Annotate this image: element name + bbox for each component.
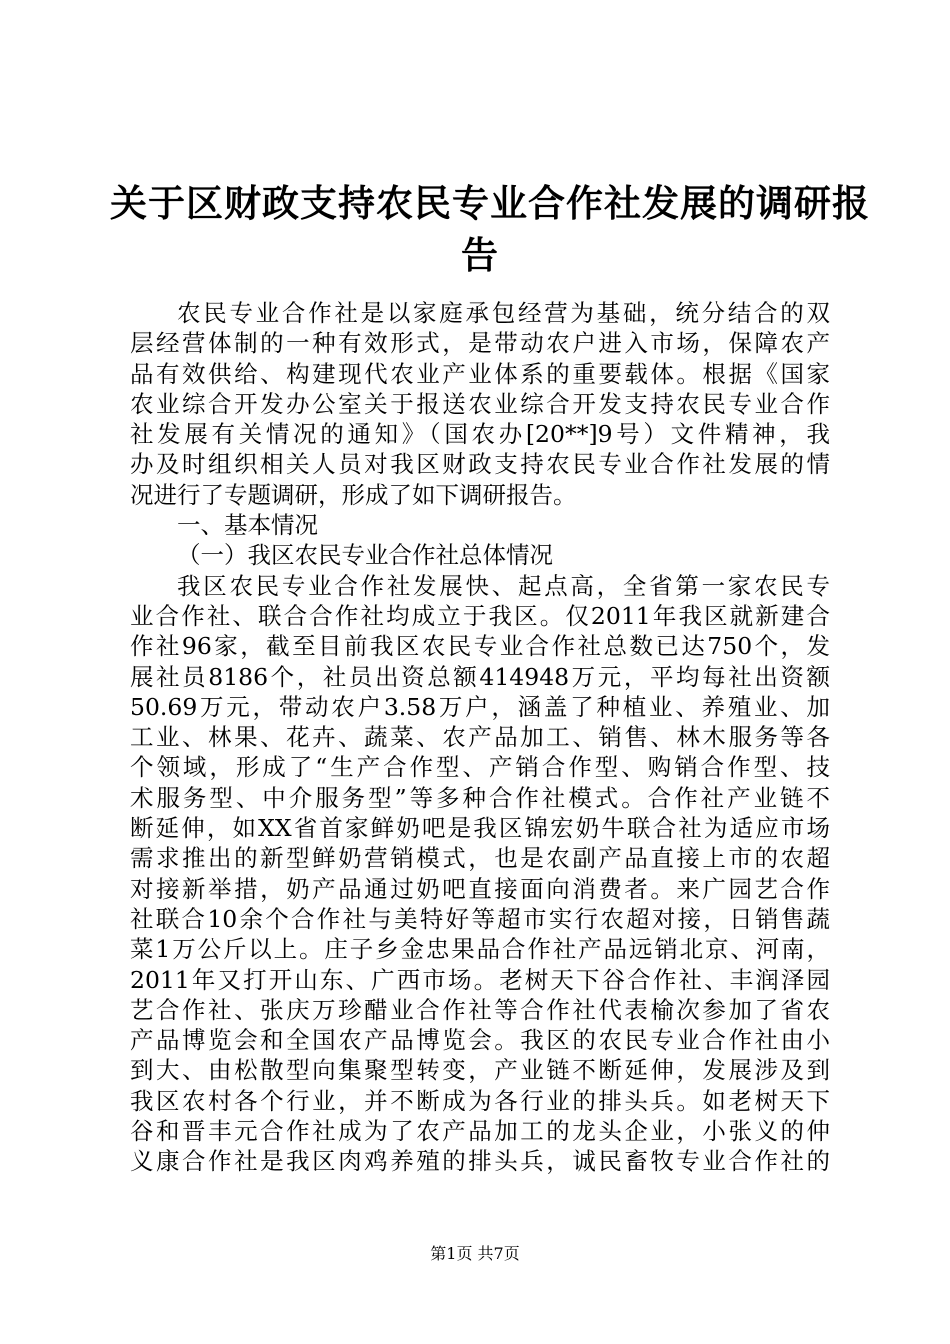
paragraph-line: 业合作社、联合合作社均成立于我区。仅2011年我区就新建合 <box>130 601 830 630</box>
paragraph-line: 2011年又打开山东、广西市场。老树天下谷合作社、丰润泽园 <box>130 965 830 994</box>
document-title <box>110 178 870 282</box>
paragraph-line: 品有效供给、构建现代农业产业体系的重要载体。根据《国家 <box>130 359 830 388</box>
subsection-heading: （一）我区农民专业合作社总体情况 <box>177 541 553 570</box>
paragraph-line: 到大、由松散型向集聚型转变，产业链不断延伸，发展涉及到 <box>130 1056 830 1085</box>
paragraph-line: 断延伸，如XX省首家鲜奶吧是我区锦宏奶牛联合社为适应市场 <box>130 814 830 843</box>
document-body <box>130 298 830 1177</box>
paragraph-line: 菜1万公斤以上。庄子乡金忠果品合作社产品远销北京、河南， <box>130 935 830 964</box>
paragraph-line: 术服务型、中介服务型”等多种合作社模式。合作社产业链不 <box>130 783 830 812</box>
paragraph-line: 艺合作社、张庆万珍醋业合作社等合作社代表榆次参加了省农 <box>130 995 830 1024</box>
paragraph-line: 需求推出的新型鲜奶营销模式，也是农副产品直接上市的农超 <box>130 844 830 873</box>
paragraph-line: 我区农村各个行业，并不断成为各行业的排头兵。如老树天下 <box>130 1086 830 1115</box>
page-footer: 第1页 共7页 <box>430 1244 520 1263</box>
paragraph-line: 农民专业合作社是以家庭承包经营为基础，统分结合的双 <box>177 299 830 327</box>
paragraph-line: 展社员8186个，社员出资总额414948万元，平均每社出资额 <box>130 662 830 691</box>
title-line: 告 <box>461 234 499 277</box>
paragraph-line: 我区农民专业合作社发展快、起点高，全省第一家农民专 <box>177 571 830 600</box>
section-heading: 一、基本情况 <box>177 511 318 540</box>
paragraph-line: 谷和晋丰元合作社成为了农产品加工的龙头企业，小张义的仲 <box>130 1117 830 1146</box>
paragraph-line: 社联合10余个合作社与美特好等超市实行农超对接，日销售蔬 <box>130 904 830 933</box>
paragraph-line: 况进行了专题调研，形成了如下调研报告。 <box>130 480 577 509</box>
paragraph-line: 作社96家，截至目前我区农民专业合作社总数已达750个，发 <box>130 632 830 661</box>
paragraph-line: 农业综合开发办公室关于报送农业综合开发支持农民专业合作 <box>130 389 830 418</box>
title-line: 关于区财政支持农民专业合作社发展的调研报 <box>110 182 870 225</box>
paragraph-line: 工业、林果、花卉、蔬菜、农产品加工、销售、林木服务等各 <box>130 723 830 752</box>
paragraph-line: 产品博览会和全国农产品博览会。我区的农民专业合作社由小 <box>130 1026 830 1055</box>
paragraph-line: 办及时组织相关人员对我区财政支持农民专业合作社发展的情 <box>130 450 830 479</box>
paragraph-line: 对接新举措，奶产品通过奶吧直接面向消费者。来广园艺合作 <box>130 874 830 903</box>
paragraph-line: 社发展有关情况的通知》（国农办[20**]9号）文件精神，我 <box>130 420 830 449</box>
paragraph-line: 50.69万元，带动农户3.58万户，涵盖了种植业、养殖业、加 <box>130 692 830 721</box>
paragraph-line: 个领域，形成了“生产合作型、产销合作型、购销合作型、技 <box>130 753 830 782</box>
paragraph-line: 层经营体制的一种有效形式，是带动农户进入市场，保障农产 <box>130 329 830 358</box>
paragraph-line: 义康合作社是我区肉鸡养殖的排头兵，诚民畜牧专业合作社的 <box>130 1147 830 1176</box>
